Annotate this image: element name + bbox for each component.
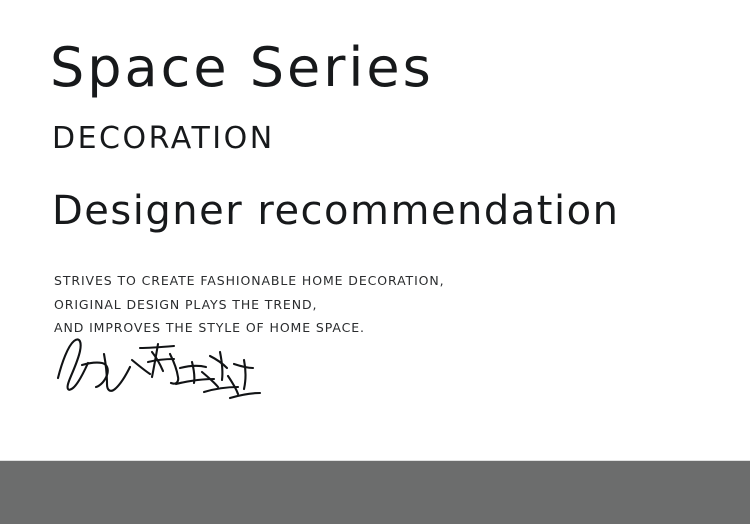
poster-subtitle: DECORATION	[52, 121, 275, 157]
description-line: AND IMPROVES THE STYLE OF HOME SPACE.	[54, 319, 365, 335]
footer-band	[0, 461, 750, 524]
description-line: ORIGINAL DESIGN PLAYS THE TREND,	[54, 296, 318, 312]
poster-content	[50, 38, 710, 339]
page-title: Space Series	[50, 36, 434, 99]
signature-icon	[52, 332, 282, 402]
description-line: STRIVES TO CREATE FASHIONABLE HOME DECORATION,	[54, 273, 445, 289]
poster-description	[54, 269, 710, 338]
poster-headline: Designer recommendation	[52, 188, 620, 235]
